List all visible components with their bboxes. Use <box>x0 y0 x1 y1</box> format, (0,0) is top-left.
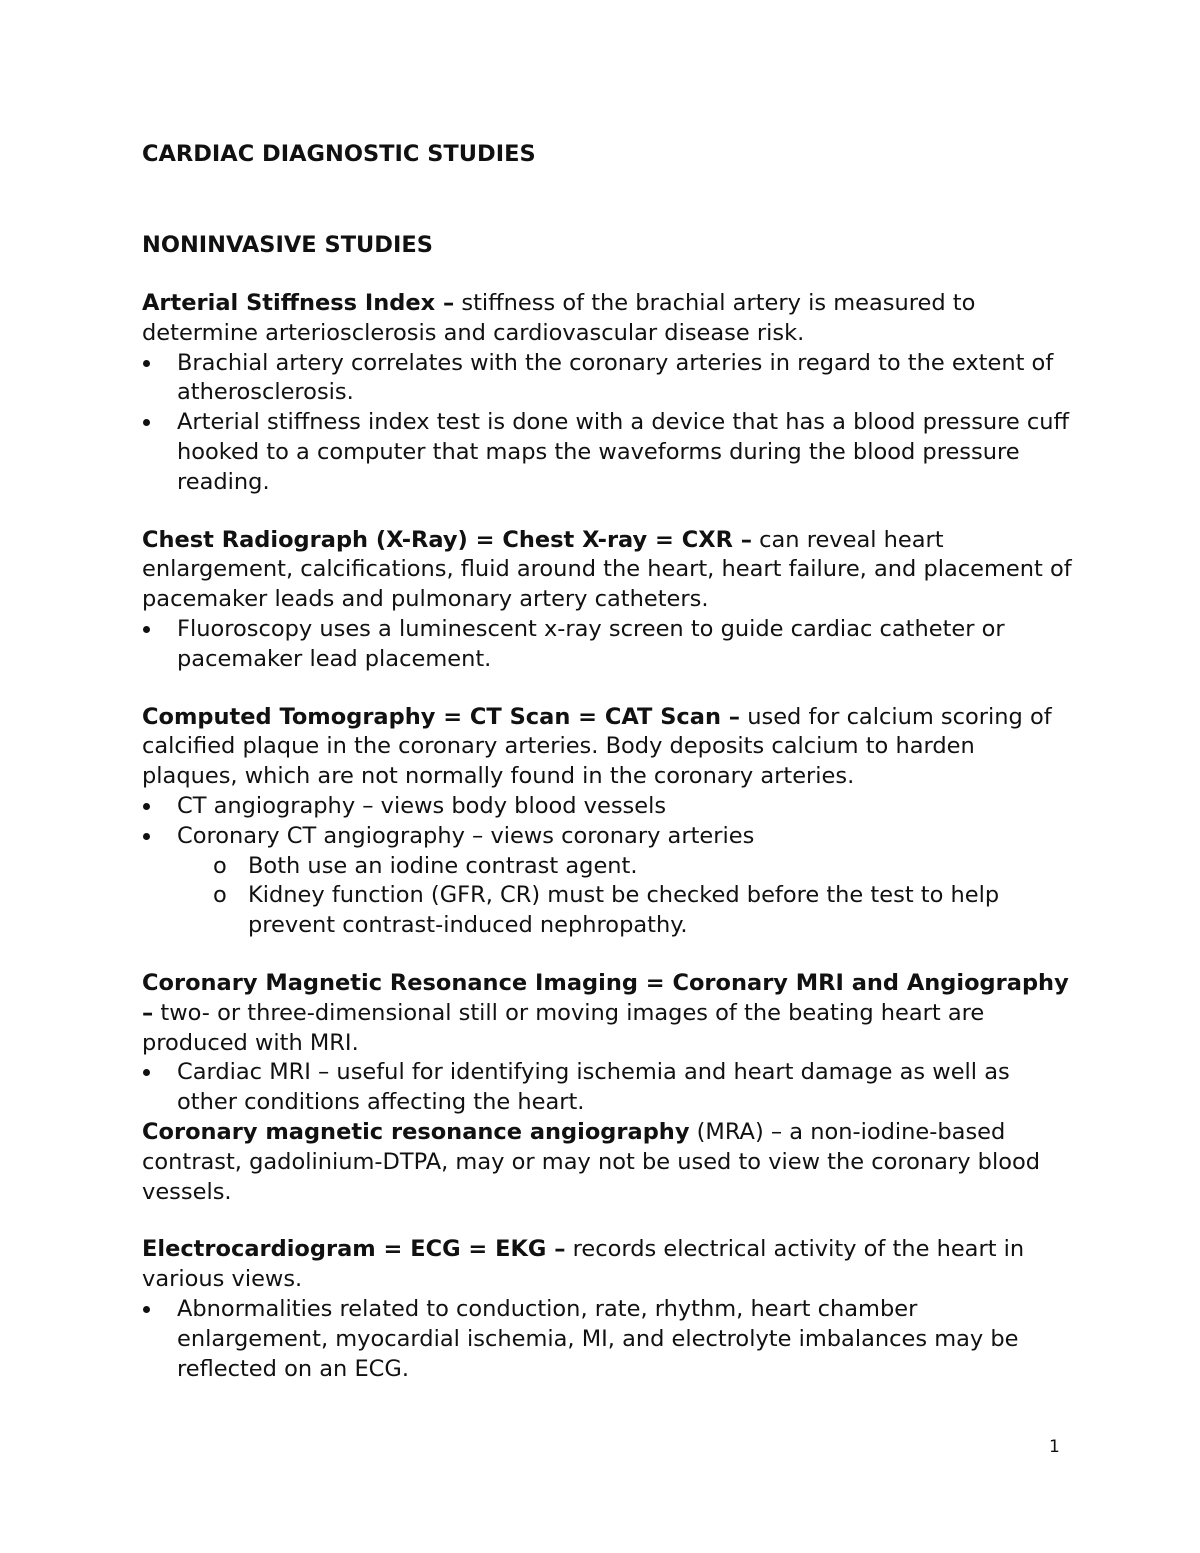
entry-definition <box>142 1118 1072 1207</box>
entry-term: Coronary magnetic resonance angiography <box>142 1118 690 1145</box>
entry-description: (MRA) – a non-iodine-based contrast, gadolinium-DTPA, may or may not be used to view the coronary blood vessels. <box>142 1118 1041 1205</box>
sub-bullet-list <box>213 852 1072 941</box>
bullet-list <box>142 1058 1072 1118</box>
section-heading: NONINVASIVE STUDIES <box>142 232 433 258</box>
entry-definition <box>142 289 1072 349</box>
sub-list-item-text: Kidney function (GFR, CR) must be checked before the test to help prevent contrast-induced nephropathy. <box>248 882 1000 939</box>
bullet-list <box>142 792 1072 852</box>
entry-definition <box>142 1235 1072 1295</box>
list-item: Cardiac MRI – useful for identifying ischemia and heart damage as well as other conditions affecting the heart. <box>142 1058 1072 1118</box>
entry-description: can reveal heart enlargement, calcifications, fluid around the heart, heart failure, and placement of pacemaker leads and pulmonary artery catheters. <box>142 526 1072 613</box>
entry-definition <box>142 526 1072 615</box>
entry-definition <box>142 703 1072 792</box>
entry-description: used for calcium scoring of calcified plaque in the coronary arteries. Body deposits calcium to harden plaques, which are not normally found in the coronary arteries. <box>142 703 1052 790</box>
entry-term: Computed Tomography = CT Scan = CAT Scan – <box>142 703 741 730</box>
entry-description: stiffness of the brachial artery is measured to determine arteriosclerosis and cardiovascular disease risk. <box>142 290 976 346</box>
entry-term: Coronary Magnetic Resonance Imaging = Coronary MRI and Angiography – <box>142 969 1069 1026</box>
sub-list-item <box>213 881 1072 941</box>
entry-term: Chest Radiograph (X-Ray) = Chest X-ray = CXR – <box>142 526 752 553</box>
bullet-list <box>142 349 1072 498</box>
entry-definition <box>142 969 1072 1058</box>
entry-chest-radiograph <box>142 526 1072 675</box>
entry-arterial-stiffness <box>142 289 1072 498</box>
list-item: Brachial artery correlates with the coronary arteries in regard to the extent of atherosclerosis. <box>142 349 1072 409</box>
page-number: 1 <box>1049 1437 1060 1457</box>
document-title: CARDIAC DIAGNOSTIC STUDIES <box>142 141 536 167</box>
list-item: Fluoroscopy uses a luminescent x-ray screen to guide cardiac catheter or pacemaker lead placement. <box>142 615 1072 675</box>
sub-bullet-marker: o <box>213 852 227 879</box>
list-item: CT angiography – views body blood vessels <box>142 792 1072 822</box>
bullet-list <box>142 1295 1072 1384</box>
entry-description: two- or three-dimensional still or moving images of the beating heart are produced with MRI. <box>142 999 985 1056</box>
list-item: Arterial stiffness index test is done with a device that has a blood pressure cuff hooked to a computer that maps the waveforms during the blood pressure reading. <box>142 408 1072 497</box>
entry-term: Electrocardiogram = ECG = EKG – <box>142 1236 566 1263</box>
entry-coronary-mri <box>142 969 1072 1207</box>
list-item: Abnormalities related to conduction, rate, rhythm, heart chamber enlargement, myocardial ischemia, MI, and electrolyte imbalances may be reflected on an ECG. <box>142 1295 1072 1384</box>
sub-list-item-text: Both use an iodine contrast agent. <box>248 852 638 879</box>
entry-electrocardiogram <box>142 1235 1072 1384</box>
entry-computed-tomography <box>142 703 1072 941</box>
document-page <box>142 138 1072 1384</box>
entry-description: records electrical activity of the heart in various views. <box>142 1236 1025 1293</box>
entry-term: Arterial Stiffness Index – <box>142 290 455 316</box>
sub-list-item <box>213 852 1072 882</box>
bullet-list <box>142 615 1072 675</box>
list-item: Coronary CT angiography – views coronary arteries <box>142 822 1072 852</box>
sub-bullet-marker: o <box>213 882 227 909</box>
